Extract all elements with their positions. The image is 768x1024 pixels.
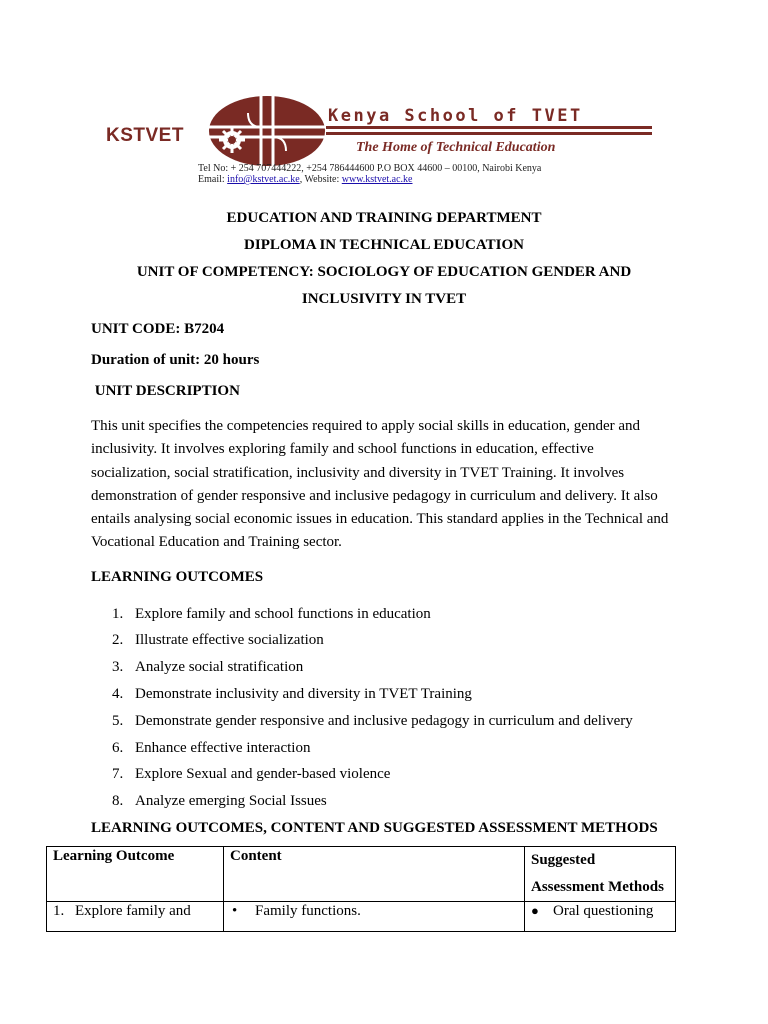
outcomes-table — [46, 846, 676, 932]
description-line: demonstration of gender responsive and inclusive pedagogy in curriculum and delivery. It also — [91, 487, 658, 504]
unit-code: UNIT CODE: B7204 — [91, 321, 225, 337]
unit-duration: Duration of unit: 20 hours — [91, 352, 260, 368]
letterhead-rule — [326, 126, 652, 129]
description-line: entails analysing social economic issues in education. This standard applies in the Technical and — [91, 511, 669, 528]
cell-content: • Family functions. — [224, 902, 525, 932]
list-item: 8. Analyze emerging Social Issues — [112, 793, 327, 809]
department-heading: EDUCATION AND TRAINING DEPARTMENT — [226, 210, 542, 226]
description-line: Vocational Education and Training sector. — [91, 534, 342, 551]
description-title: UNIT DESCRIPTION — [91, 383, 240, 399]
unit-description — [91, 415, 668, 555]
description-line: This unit specifies the competencies required to apply social skills in education, gender and — [91, 418, 641, 434]
description-line: inclusivity. It involves exploring family and school functions in education, effective — [91, 441, 594, 458]
outcomes-title: LEARNING OUTCOMES — [91, 569, 264, 585]
email-link[interactable]: info@kstvet.ac.ke — [227, 174, 300, 185]
website-link[interactable]: www.kstvet.ac.ke — [341, 174, 413, 185]
list-item: 4. Demonstrate inclusivity and diversity in TVET Training — [112, 686, 472, 702]
header-content: Content — [224, 847, 525, 902]
list-item: 7. Explore Sexual and gender-based violence — [112, 766, 391, 782]
list-item: 1. Explore family and school functions in education — [112, 606, 431, 622]
table-header-row — [47, 847, 676, 902]
description-line: socialization, social stratification, inclusivity and diversity in TVET Training. It involves — [91, 464, 625, 481]
letterhead-rule — [326, 132, 652, 135]
table-row — [47, 902, 676, 932]
contact-phone-address: Tel No: + 254 707444222, +254 786444600 P.O BOX 44600 – 00100, Nairobi Kenya — [198, 163, 542, 174]
email-label: Email: — [198, 174, 225, 185]
logo-text: KSTVET — [106, 125, 184, 146]
unit-heading-line2: INCLUSIVITY IN TVET — [301, 291, 467, 307]
school-name: Kenya School of TVET — [328, 106, 583, 126]
website-label: , Website: — [299, 174, 340, 185]
table-title: LEARNING OUTCOMES, CONTENT AND SUGGESTED ASSESSMENT METHODS — [91, 820, 658, 836]
bullet-icon: • — [232, 903, 238, 919]
list-item: 2. Illustrate effective socialization — [112, 632, 324, 648]
header-assessment: Suggested Assessment Methods — [525, 847, 676, 902]
list-item: 3. Analyze social stratification — [112, 659, 304, 675]
list-item: 6. Enhance effective interaction — [112, 740, 311, 756]
bullet-icon: ● — [531, 903, 539, 918]
program-heading: DIPLOMA IN TECHNICAL EDUCATION — [244, 237, 524, 253]
header-learning-outcome: Learning Outcome — [47, 847, 224, 902]
contact-web — [198, 174, 541, 185]
letterhead-contact — [198, 163, 541, 185]
kstvet-emblem-icon — [208, 95, 326, 167]
unit-heading-line1: UNIT OF COMPETENCY: SOCIOLOGY OF EDUCATION GENDER AND — [136, 264, 632, 280]
cell-assessment: ● Oral questioning — [525, 902, 676, 932]
list-item: 5. Demonstrate gender responsive and inclusive pedagogy in curriculum and delivery — [112, 713, 633, 729]
tagline: The Home of Technical Education — [356, 140, 556, 155]
cell-outcome: 1. Explore family and — [47, 902, 224, 932]
